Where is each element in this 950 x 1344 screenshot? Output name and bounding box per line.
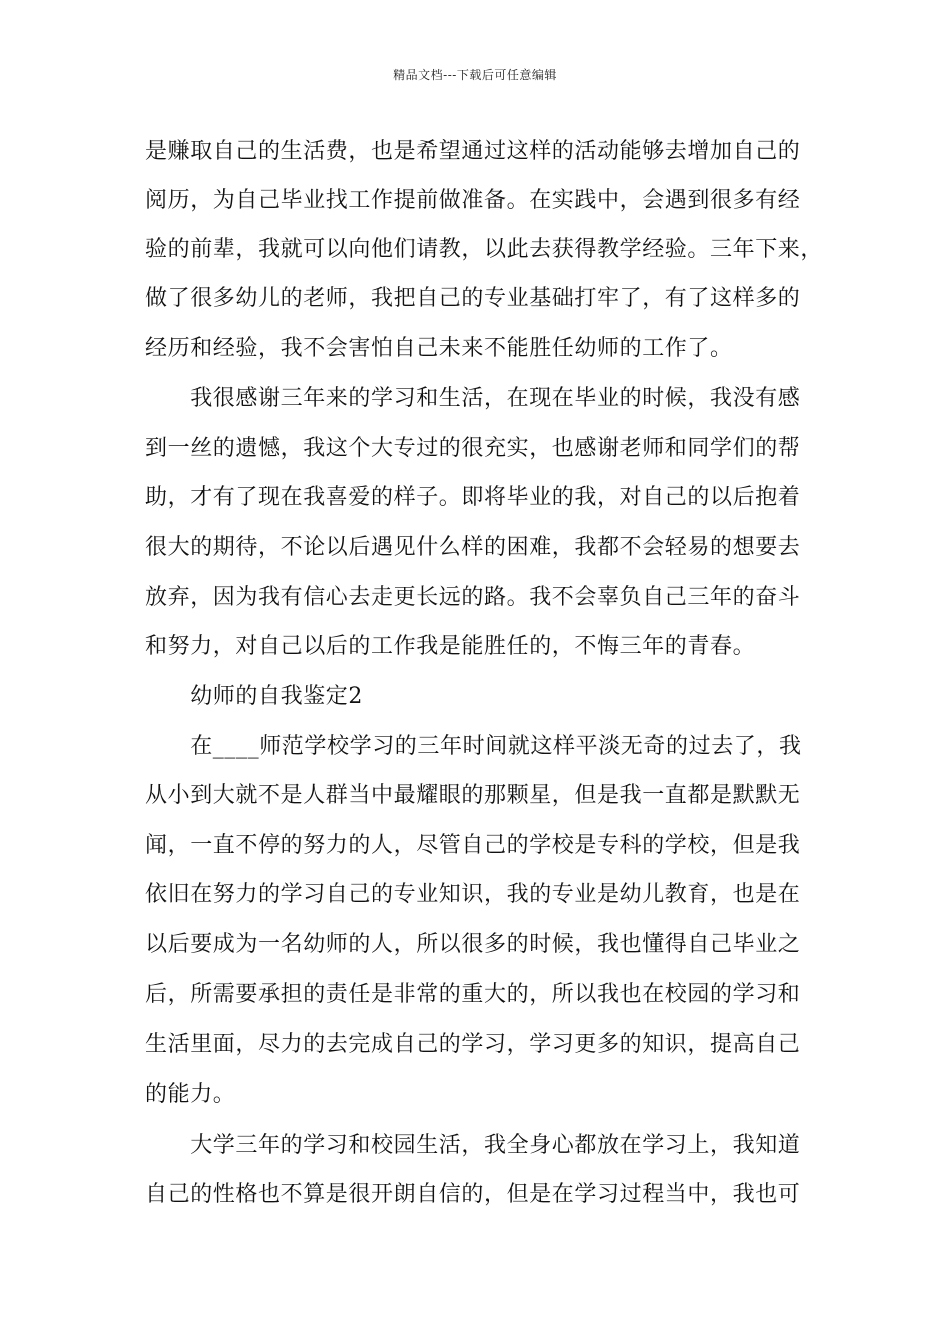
text-line: 放弃，因为我有信心去走更长远的路。我不会辜负自己三年的奋斗 [145,585,801,610]
text-line: 依旧在努力的学习自己的专业知识，我的专业是幼儿教育，也是在 [145,882,801,907]
text-line: 大学三年的学习和校园生活，我全身心都放在学习上，我知道 [145,1133,801,1158]
text-line: 在____师范学校学习的三年时间就这样平淡无奇的过去了，我 [145,734,802,759]
text-line: 自己的性格也不算是很开朗自信的，但是在学习过程当中，我也可 [145,1182,801,1207]
text-line: 验的前辈，我就可以向他们请教，以此去获得教学经验。三年下来， [145,237,824,262]
text-line: 和努力，对自己以后的工作我是能胜任的，不悔三年的青春。 [145,634,756,659]
text-line: 我很感谢三年来的学习和生活，在现在毕业的时候，我没有感 [145,386,801,411]
text-line: 做了很多幼儿的老师，我把自己的专业基础打牢了，有了这样多的 [145,286,801,311]
text-line: 很大的期待，不论以后遇见什么样的困难，我都不会轻易的想要去 [145,535,801,560]
text-line: 是赚取自己的生活费，也是希望通过这样的活动能够去增加自己的 [145,139,801,164]
text-line: 的能力。 [145,1082,236,1107]
text-line: 闻，一直不停的努力的人，尽管自己的学校是专科的学校，但是我 [145,833,801,858]
text-line: 以后要成为一名幼师的人，所以很多的时候，我也懂得自己毕业之 [145,932,801,957]
section-heading: 幼师的自我鉴定2 [145,684,363,709]
text-line: 到一丝的遗憾，我这个大专过的很充实，也感谢老师和同学们的帮 [145,436,801,461]
text-line: 助，才有了现在我喜爱的样子。即将毕业的我，对自己的以后抱着 [145,485,801,510]
page-header: 精品文档---下载后可任意编辑 [393,68,557,82]
text-line: 经历和经验，我不会害怕自己未来不能胜任幼师的工作了。 [145,336,733,361]
text-line: 从小到大就不是人群当中最耀眼的那颗星，但是我一直都是默默无 [145,783,801,808]
text-line: 阅历，为自己毕业找工作提前做准备。在实践中，会遇到很多有经 [145,188,801,213]
text-line: 后，所需要承担的责任是非常的重大的，所以我也在校园的学习和 [145,982,801,1007]
text-line: 生活里面，尽力的去完成自己的学习，学习更多的知识，提高自己 [145,1032,801,1057]
